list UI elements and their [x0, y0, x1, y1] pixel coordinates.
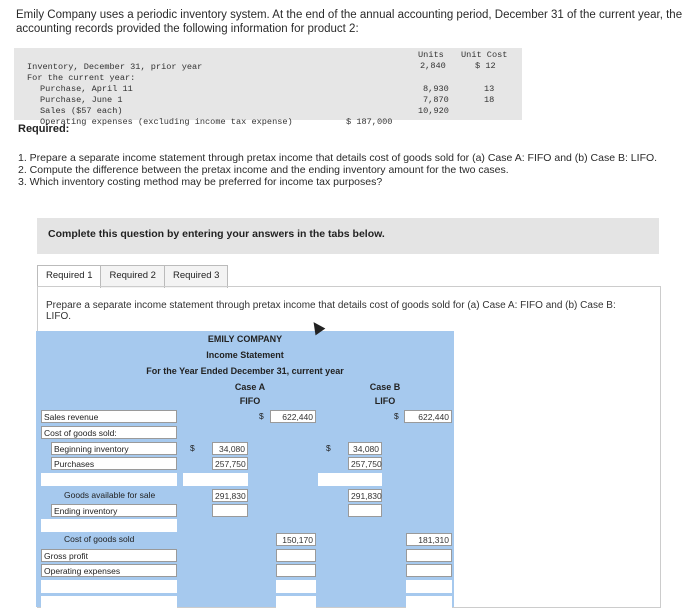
blank-cell-a[interactable]: [183, 473, 248, 486]
statement-company: EMILY COMPANY: [207, 334, 283, 344]
label-purchases: Purchases: [51, 457, 177, 470]
operating-expenses-case-b[interactable]: [406, 564, 452, 577]
gross-profit-case-b[interactable]: [406, 549, 452, 562]
blank-cell-a-4[interactable]: [276, 596, 316, 609]
row-amount-operating-expenses: $ 187,000: [346, 117, 393, 127]
blank-label-row[interactable]: [41, 473, 177, 486]
label-cogs-total: Cost of goods sold: [64, 534, 135, 544]
beginning-inventory-case-b[interactable]: 34,080: [348, 442, 382, 455]
tab-required-1[interactable]: Required 1: [37, 265, 101, 288]
tab-required-3[interactable]: Required 3: [164, 265, 228, 288]
blank-cell-a-3[interactable]: [276, 580, 316, 593]
label-goods-available: Goods available for sale: [64, 490, 156, 500]
col-units-header: Units: [418, 50, 444, 60]
statement-title: Income Statement: [206, 350, 284, 360]
row-label-purchase-april: Purchase, April 11: [40, 84, 133, 94]
dollar-beg-b: $: [326, 443, 331, 453]
row-cost-purchase-june: 18: [484, 95, 495, 105]
blank-label-row-3[interactable]: [41, 580, 177, 593]
row-units-sales: 10,920: [418, 106, 449, 116]
row-label-purchase-june: Purchase, June 1: [40, 95, 123, 105]
tab-required-2[interactable]: Required 2: [100, 265, 164, 288]
label-operating-expenses: Operating expenses: [41, 564, 177, 577]
label-beginning-inventory: Beginning inventory: [51, 442, 177, 455]
row-cost-purchase-april: 13: [484, 84, 495, 94]
purchases-case-a[interactable]: 257,750: [212, 457, 248, 470]
blank-cell-b[interactable]: [318, 473, 382, 486]
blank-label-row-2[interactable]: [41, 519, 177, 532]
row-label-operating-expenses: Operating expenses (excluding income tax expense): [40, 117, 293, 127]
case-a-header: Case A: [234, 382, 266, 392]
cogs-case-b[interactable]: 181,310: [406, 533, 452, 546]
case-b-header: Case B: [369, 382, 401, 392]
requirement-2: 2. Compute the difference between the pretax income and the ending inventory amount for the two cases.: [18, 164, 509, 176]
ending-inventory-case-a[interactable]: [212, 504, 248, 517]
required-heading: Required:: [18, 123, 70, 135]
statement-period: For the Year Ended December 31, current year: [146, 366, 344, 376]
blank-cell-b-4[interactable]: [406, 596, 452, 609]
ending-inventory-case-b[interactable]: [348, 504, 382, 517]
requirement-1: 1. Prepare a separate income statement through pretax income that details cost of goods sold for (a) Case A: FIFO and (b) Case B: LIFO.: [18, 152, 658, 164]
sales-revenue-case-b[interactable]: 622,440: [404, 410, 452, 423]
instruction-text: Complete this question by entering your answers in the tabs below.: [48, 228, 385, 240]
row-cost-inventory: $ 12: [475, 61, 496, 71]
blank-cell-b-3[interactable]: [406, 580, 452, 593]
purchases-case-b[interactable]: 257,750: [348, 457, 382, 470]
tab-bar: [37, 265, 227, 287]
row-label-sales: Sales ($57 each): [40, 106, 123, 116]
case-a-method: FIFO: [239, 396, 261, 406]
gross-profit-case-a[interactable]: [276, 549, 316, 562]
row-units-inventory: 2,840: [420, 61, 446, 71]
requirement-3: 3. Which inventory costing method may be preferred for income tax purposes?: [18, 176, 383, 188]
problem-intro: Emily Company uses a periodic inventory system. At the end of the annual accounting period, December 31 of the current year, the accounting records provided the following information for product 2:: [16, 9, 683, 35]
row-units-purchase-june: 7,870: [423, 95, 449, 105]
cogs-case-a[interactable]: 150,170: [276, 533, 316, 546]
panel-instruction: Prepare a separate income statement through pretax income that details cost of goods sold for (a) Case A: FIFO and (b) Case B: LIFO.: [46, 300, 616, 322]
beginning-inventory-case-a[interactable]: 34,080: [212, 442, 248, 455]
row-label-inventory: Inventory, December 31, prior year: [27, 62, 203, 72]
dollar-sales-b: $: [394, 411, 399, 421]
label-ending-inventory: Ending inventory: [51, 504, 177, 517]
dollar-beg-a: $: [190, 443, 195, 453]
label-sales-revenue: Sales revenue: [41, 410, 177, 423]
sales-revenue-case-a[interactable]: 622,440: [270, 410, 316, 423]
dollar-sales-a: $: [259, 411, 264, 421]
operating-expenses-case-a[interactable]: [276, 564, 316, 577]
goods-available-case-a[interactable]: 291,830: [212, 489, 248, 502]
requirements-list: [18, 152, 683, 188]
case-b-method: LIFO: [374, 396, 396, 406]
label-gross-profit: Gross profit: [41, 549, 177, 562]
goods-available-case-b[interactable]: 291,830: [348, 489, 382, 502]
row-label-current-year: For the current year:: [27, 73, 136, 83]
row-units-purchase-april: 8,930: [423, 84, 449, 94]
label-cogs-heading: Cost of goods sold:: [41, 426, 177, 439]
col-unit-cost-header: Unit Cost: [461, 50, 508, 60]
blank-label-row-4[interactable]: [41, 596, 177, 609]
